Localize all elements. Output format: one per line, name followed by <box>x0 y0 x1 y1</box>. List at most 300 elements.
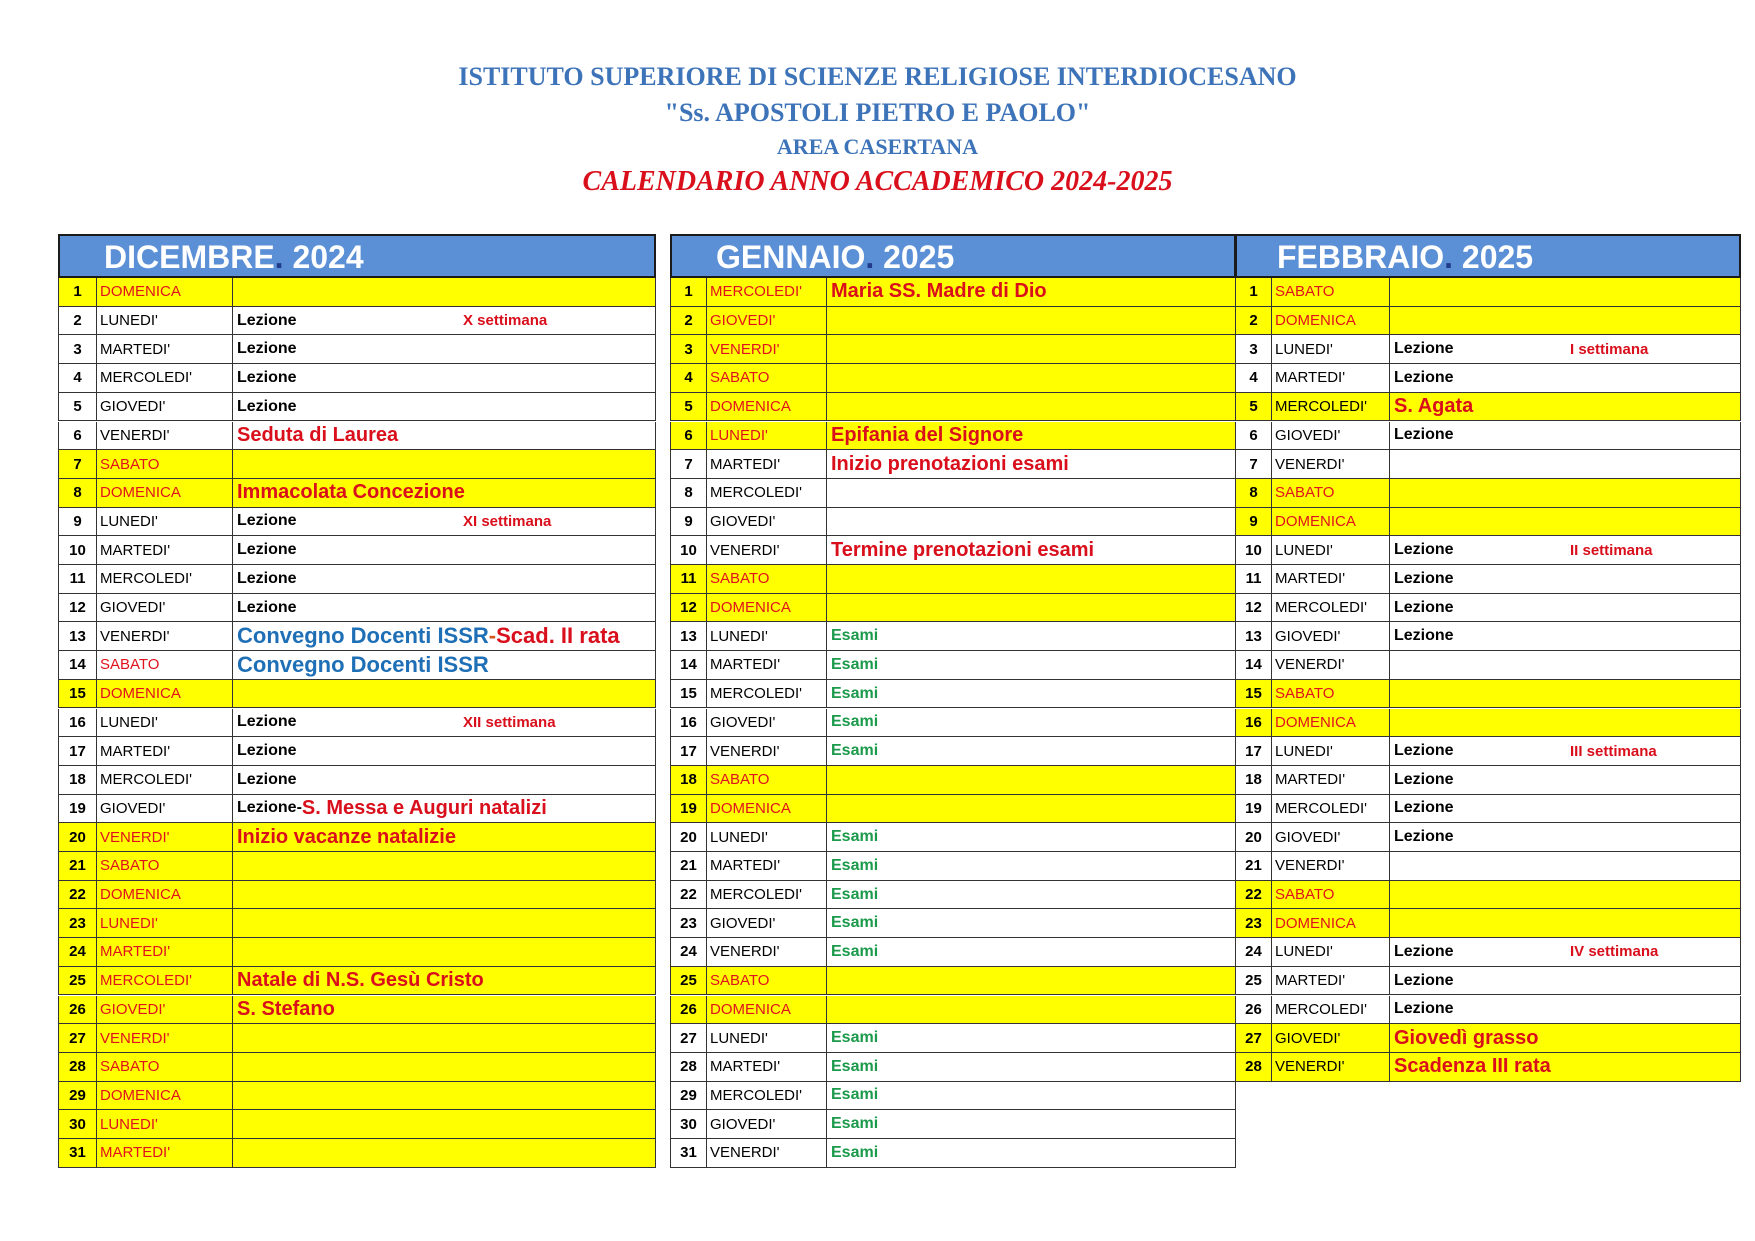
weekday-name: MERCOLEDI' <box>97 967 233 995</box>
day-number: 31 <box>671 1139 707 1167</box>
weekday-name: MARTEDI' <box>707 651 827 679</box>
day-row <box>670 1139 1236 1168</box>
month-name: FEBBRAIO <box>1277 239 1445 275</box>
day-note <box>827 823 1237 851</box>
day-number: 4 <box>59 364 97 392</box>
month-year: 2024 <box>283 239 364 275</box>
day-note <box>233 450 657 478</box>
weekday-name: MARTEDI' <box>1272 364 1390 392</box>
day-number: 13 <box>59 622 97 650</box>
event-label: Esami <box>831 914 879 932</box>
weekday-name: MERCOLEDI' <box>97 364 233 392</box>
day-row <box>58 651 656 680</box>
day-note <box>233 967 657 995</box>
day-row <box>1235 364 1741 393</box>
event-label: Lezione <box>1394 971 1454 989</box>
event-label: Lezione <box>237 512 297 530</box>
day-number: 15 <box>671 680 707 708</box>
weekday-name: DOMENICA <box>707 393 827 421</box>
weekday-name: SABATO <box>1272 479 1390 507</box>
weekday-name: MERCOLEDI' <box>1272 996 1390 1024</box>
day-note <box>827 450 1237 478</box>
day-row <box>670 852 1236 881</box>
event-label: Lezione <box>237 713 297 731</box>
weekday-name: MERCOLEDI' <box>707 479 827 507</box>
day-row <box>58 622 656 651</box>
day-number: 23 <box>1236 909 1272 937</box>
weekday-name: SABATO <box>1272 680 1390 708</box>
day-row <box>58 909 656 938</box>
event-label: Lezione <box>237 340 297 358</box>
weekday-name: VENERDI' <box>1272 852 1390 880</box>
weekday-name: GIOVEDI' <box>97 996 233 1024</box>
weekday-name: MERCOLEDI' <box>707 881 827 909</box>
event-label: Lezione <box>1394 340 1454 358</box>
day-note <box>233 795 657 823</box>
day-number: 9 <box>59 508 97 536</box>
weekday-name: DOMENICA <box>1272 508 1390 536</box>
month-name: DICEMBRE <box>104 239 275 275</box>
day-number: 19 <box>671 795 707 823</box>
day-row <box>58 479 656 508</box>
institute-subtitle: "Ss. APOSTOLI PIETRO E PAOLO" <box>664 98 1091 127</box>
weekday-name: LUNEDI' <box>707 823 827 851</box>
day-number: 20 <box>671 823 707 851</box>
weekday-name: VENERDI' <box>97 422 233 450</box>
day-number: 5 <box>59 393 97 421</box>
weekday-name: MERCOLEDI' <box>1272 795 1390 823</box>
day-row <box>670 795 1236 824</box>
weekday-name: MARTEDI' <box>1272 967 1390 995</box>
weekday-name: GIOVEDI' <box>97 393 233 421</box>
day-note <box>1390 651 1742 679</box>
day-row <box>670 1110 1236 1139</box>
day-note <box>1390 335 1742 363</box>
day-number: 25 <box>59 967 97 995</box>
day-note <box>1390 479 1742 507</box>
day-note <box>827 909 1237 937</box>
day-number: 18 <box>59 766 97 794</box>
day-number: 3 <box>59 335 97 363</box>
event-label: Esami <box>831 885 879 903</box>
day-note <box>1390 680 1742 708</box>
day-row <box>1235 422 1741 451</box>
day-number: 19 <box>1236 795 1272 823</box>
day-row <box>58 823 656 852</box>
weekday-name: VENERDI' <box>1272 1053 1390 1081</box>
day-number: 8 <box>671 479 707 507</box>
month-year: 2025 <box>1453 239 1534 275</box>
day-row <box>670 1082 1236 1111</box>
weekday-name: DOMENICA <box>1272 709 1390 737</box>
day-number: 17 <box>1236 737 1272 765</box>
day-number: 5 <box>671 393 707 421</box>
weekday-name: SABATO <box>707 565 827 593</box>
weekday-name: SABATO <box>707 766 827 794</box>
day-number: 3 <box>671 335 707 363</box>
day-note <box>1390 881 1742 909</box>
day-note <box>1390 909 1742 937</box>
month-dot: . <box>865 239 875 275</box>
day-note <box>1390 393 1742 421</box>
day-number: 21 <box>1236 852 1272 880</box>
day-note <box>827 651 1237 679</box>
day-row <box>670 766 1236 795</box>
day-note <box>827 881 1237 909</box>
weekday-name: GIOVEDI' <box>707 508 827 536</box>
day-note <box>1390 967 1742 995</box>
day-number: 8 <box>1236 479 1272 507</box>
weekday-name: MERCOLEDI' <box>97 565 233 593</box>
weekday-name: MERCOLEDI' <box>1272 594 1390 622</box>
event-label: Esami <box>831 942 879 960</box>
day-row <box>58 594 656 623</box>
weekday-name: GIOVEDI' <box>707 307 827 335</box>
day-row <box>58 1139 656 1168</box>
day-note <box>827 967 1237 995</box>
day-number: 10 <box>671 536 707 564</box>
weekday-name: VENERDI' <box>1272 450 1390 478</box>
weekday-name: GIOVEDI' <box>97 795 233 823</box>
day-note <box>233 393 657 421</box>
month-dot: . <box>274 239 284 275</box>
day-note <box>827 278 1237 306</box>
weekday-name: MERCOLEDI' <box>707 680 827 708</box>
day-note <box>827 766 1237 794</box>
weekday-name: MERCOLEDI' <box>1272 393 1390 421</box>
weekday-name: DOMENICA <box>97 278 233 306</box>
day-row <box>670 422 1236 451</box>
day-row <box>1235 307 1741 336</box>
day-note <box>233 565 657 593</box>
event-label: Seduta di Laurea <box>237 423 399 446</box>
day-row <box>58 967 656 996</box>
month-title <box>104 239 364 276</box>
institute-name: ISTITUTO SUPERIORE DI SCIENZE RELIGIOSE INTERDIOCESANO <box>458 62 1297 91</box>
day-row <box>58 1082 656 1111</box>
weekday-name: SABATO <box>1272 278 1390 306</box>
day-number: 2 <box>59 307 97 335</box>
day-note <box>233 508 657 536</box>
event-label: Immacolata Concezione <box>237 481 465 504</box>
day-note <box>1390 536 1742 564</box>
weekday-name: DOMENICA <box>707 594 827 622</box>
day-number: 26 <box>671 996 707 1024</box>
day-row <box>58 278 656 307</box>
day-note <box>1390 1024 1742 1052</box>
day-row <box>1235 852 1741 881</box>
day-note <box>1390 737 1742 765</box>
weekday-name: LUNEDI' <box>1272 938 1390 966</box>
day-number: 14 <box>1236 651 1272 679</box>
day-number: 16 <box>59 709 97 737</box>
week-label: II settimana <box>1570 541 1653 559</box>
day-row <box>58 565 656 594</box>
day-row <box>58 1053 656 1082</box>
day-note <box>827 364 1237 392</box>
day-note <box>827 1024 1237 1052</box>
day-number: 24 <box>671 938 707 966</box>
day-note <box>233 1024 657 1052</box>
day-row <box>670 823 1236 852</box>
day-number: 13 <box>1236 622 1272 650</box>
day-row <box>1235 709 1741 738</box>
event-label: Esami <box>831 856 879 874</box>
day-number: 16 <box>671 709 707 737</box>
day-number: 12 <box>1236 594 1272 622</box>
day-note <box>827 852 1237 880</box>
day-row <box>670 335 1236 364</box>
day-note <box>1390 364 1742 392</box>
day-number: 29 <box>59 1082 97 1110</box>
calendar-title: CALENDARIO ANNO ACCADEMICO 2024-2025 <box>582 166 1173 197</box>
weekday-name: VENERDI' <box>97 1024 233 1052</box>
week-label: IV settimana <box>1570 943 1659 961</box>
day-number: 15 <box>59 680 97 708</box>
event-label: Lezione <box>237 799 297 817</box>
weekday-name: MARTEDI' <box>707 450 827 478</box>
day-number: 4 <box>1236 364 1272 392</box>
event-label: S. Agata <box>1394 395 1474 418</box>
day-row <box>58 852 656 881</box>
weekday-name: LUNEDI' <box>1272 536 1390 564</box>
event-label: Lezione <box>1394 828 1454 846</box>
day-note <box>1390 996 1742 1024</box>
weekday-name: LUNEDI' <box>707 1024 827 1052</box>
day-note <box>1390 852 1742 880</box>
weekday-name: LUNEDI' <box>97 307 233 335</box>
day-row <box>58 709 656 738</box>
day-row <box>670 622 1236 651</box>
day-note <box>233 996 657 1024</box>
day-number: 9 <box>1236 508 1272 536</box>
weekday-name: DOMENICA <box>97 1082 233 1110</box>
day-row <box>58 766 656 795</box>
day-note <box>827 680 1237 708</box>
day-row <box>58 881 656 910</box>
day-row <box>670 278 1236 307</box>
day-row <box>670 307 1236 336</box>
day-note <box>827 422 1237 450</box>
day-number: 14 <box>671 651 707 679</box>
day-row <box>58 335 656 364</box>
event-label: Lezione <box>237 598 297 616</box>
day-note <box>233 680 657 708</box>
event-label: Lezione <box>1394 742 1454 760</box>
weekday-name: GIOVEDI' <box>97 594 233 622</box>
event-label: Lezione <box>1394 541 1454 559</box>
day-number: 28 <box>59 1053 97 1081</box>
day-number: 13 <box>671 622 707 650</box>
day-number: 7 <box>671 450 707 478</box>
day-number: 11 <box>671 565 707 593</box>
event-label: Scadenza III rata <box>1394 1055 1551 1078</box>
day-row <box>1235 909 1741 938</box>
day-number: 17 <box>59 737 97 765</box>
week-label: III settimana <box>1570 742 1657 760</box>
day-row <box>1235 766 1741 795</box>
day-note <box>1390 709 1742 737</box>
month-header <box>1235 234 1741 278</box>
day-row <box>1235 278 1741 307</box>
event-label: Lezione <box>1394 598 1454 616</box>
event-label: Esami <box>831 1057 879 1075</box>
day-number: 9 <box>671 508 707 536</box>
day-note <box>233 823 657 851</box>
day-row <box>58 450 656 479</box>
day-number: 20 <box>1236 823 1272 851</box>
weekday-name: VENERDI' <box>97 823 233 851</box>
day-note <box>233 881 657 909</box>
day-note <box>827 536 1237 564</box>
event-label: Lezione <box>1394 770 1454 788</box>
day-note <box>233 1082 657 1110</box>
event-label: Esami <box>831 1086 879 1104</box>
weekday-name: VENERDI' <box>97 622 233 650</box>
weekday-name: GIOVEDI' <box>1272 823 1390 851</box>
event-label: Esami <box>831 684 879 702</box>
day-note <box>233 852 657 880</box>
day-note <box>233 709 657 737</box>
day-row <box>670 881 1236 910</box>
day-number: 10 <box>59 536 97 564</box>
weekday-name: SABATO <box>97 852 233 880</box>
day-number: 12 <box>59 594 97 622</box>
day-number: 7 <box>1236 450 1272 478</box>
event-label: Lezione <box>1394 426 1454 444</box>
day-row <box>1235 594 1741 623</box>
day-note <box>827 508 1237 536</box>
day-number: 19 <box>59 795 97 823</box>
month-title <box>716 239 954 276</box>
weekday-name: DOMENICA <box>707 996 827 1024</box>
day-row <box>58 795 656 824</box>
day-number: 6 <box>59 422 97 450</box>
day-row <box>670 909 1236 938</box>
day-row <box>58 307 656 336</box>
weekday-name: SABATO <box>97 1053 233 1081</box>
day-note <box>1390 278 1742 306</box>
event-label: Esami <box>831 1115 879 1133</box>
weekday-name: GIOVEDI' <box>707 1110 827 1138</box>
day-row <box>1235 823 1741 852</box>
day-number: 25 <box>1236 967 1272 995</box>
weekday-name: VENERDI' <box>707 536 827 564</box>
day-number: 30 <box>59 1110 97 1138</box>
day-note <box>233 422 657 450</box>
day-note <box>827 335 1237 363</box>
weekday-name: LUNEDI' <box>1272 335 1390 363</box>
weekday-name: MERCOLEDI' <box>707 278 827 306</box>
weekday-name: DOMENICA <box>97 479 233 507</box>
weekday-name: DOMENICA <box>97 680 233 708</box>
day-number: 1 <box>1236 278 1272 306</box>
week-label: XII settimana <box>463 713 556 731</box>
day-row <box>1235 737 1741 766</box>
day-note <box>233 766 657 794</box>
day-number: 11 <box>1236 565 1272 593</box>
day-number: 26 <box>59 996 97 1024</box>
day-note <box>827 622 1237 650</box>
day-number: 31 <box>59 1139 97 1167</box>
event-label: Natale di N.S. Gesù Cristo <box>237 969 484 992</box>
day-row <box>58 422 656 451</box>
day-note <box>1390 307 1742 335</box>
event-label: Lezione <box>1394 799 1454 817</box>
weekday-name: DOMENICA <box>1272 307 1390 335</box>
day-number: 10 <box>1236 536 1272 564</box>
day-note <box>1390 565 1742 593</box>
weekday-name: SABATO <box>97 651 233 679</box>
event-label: Lezione <box>1394 627 1454 645</box>
day-note <box>1390 622 1742 650</box>
day-row <box>670 393 1236 422</box>
day-note <box>233 651 657 679</box>
day-row <box>670 479 1236 508</box>
weekday-name: VENERDI' <box>1272 651 1390 679</box>
day-note <box>233 909 657 937</box>
day-number: 24 <box>59 938 97 966</box>
day-note <box>827 709 1237 737</box>
weekday-name: LUNEDI' <box>707 622 827 650</box>
event-label: Esami <box>831 828 879 846</box>
day-note <box>233 479 657 507</box>
event-label: Lezione <box>237 770 297 788</box>
day-number: 15 <box>1236 680 1272 708</box>
day-note <box>233 594 657 622</box>
weekday-name: GIOVEDI' <box>707 909 827 937</box>
day-note <box>233 335 657 363</box>
day-note <box>233 1110 657 1138</box>
day-number: 11 <box>59 565 97 593</box>
day-row <box>670 565 1236 594</box>
weekday-name: MARTEDI' <box>707 852 827 880</box>
day-note <box>1390 594 1742 622</box>
weekday-name: VENERDI' <box>707 938 827 966</box>
day-note <box>827 393 1237 421</box>
day-row <box>58 508 656 537</box>
month-year: 2025 <box>874 239 955 275</box>
event-extra: S. Messa e Auguri natalizi <box>301 796 547 819</box>
day-number: 20 <box>59 823 97 851</box>
weekday-name: MARTEDI' <box>707 1053 827 1081</box>
day-number: 2 <box>1236 307 1272 335</box>
event-label: Lezione <box>1394 569 1454 587</box>
day-row <box>1235 1053 1741 1082</box>
day-row <box>670 967 1236 996</box>
day-number: 30 <box>671 1110 707 1138</box>
event-label: Esami <box>831 655 879 673</box>
event-label: Convegno Docenti ISSR <box>237 651 489 677</box>
weekday-name: MARTEDI' <box>1272 766 1390 794</box>
day-number: 16 <box>1236 709 1272 737</box>
weekday-name: MARTEDI' <box>97 938 233 966</box>
day-note <box>1390 450 1742 478</box>
event-label: Lezione <box>237 569 297 587</box>
event-label: Lezione <box>237 311 297 329</box>
day-row <box>1235 680 1741 709</box>
day-number: 23 <box>671 909 707 937</box>
day-number: 18 <box>671 766 707 794</box>
weekday-name: LUNEDI' <box>707 422 827 450</box>
day-number: 8 <box>59 479 97 507</box>
day-number: 24 <box>1236 938 1272 966</box>
day-row <box>670 938 1236 967</box>
day-row <box>1235 795 1741 824</box>
day-note <box>233 938 657 966</box>
event-label: Epifania del Signore <box>831 423 1024 446</box>
weekday-name: LUNEDI' <box>1272 737 1390 765</box>
